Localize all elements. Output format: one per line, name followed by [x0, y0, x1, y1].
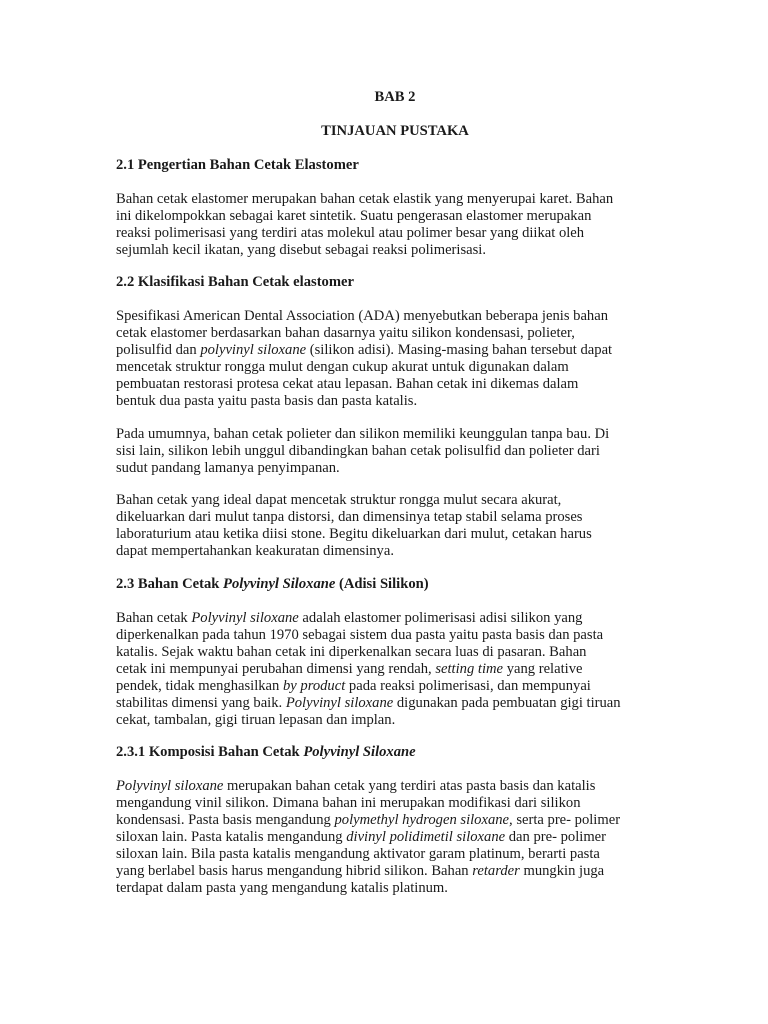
- text-line: Bahan cetak Polyvinyl siloxane adalah elastomer polimerisasi adisi silikon yang: [116, 610, 583, 626]
- italic-term: divinyl polidimetil siloxane: [346, 829, 506, 845]
- text-line: stabilitas dimensi yang baik. Polyvinyl siloxane digunakan pada pembuatan gigi tiruan: [116, 695, 621, 711]
- italic-term: retarder: [472, 863, 520, 879]
- text-line: dikeluarkan dari mulut tanpa distorsi, dan dimensinya tetap stabil selama proses: [116, 509, 583, 525]
- text-line: reaksi polimerisasi yang terdiri atas molekul atau polimer besar yang diikat oleh: [116, 225, 585, 241]
- section-heading-2-1: 2.1 Pengertian Bahan Cetak Elastomer: [116, 157, 359, 173]
- text-line: cekat, tambalan, gigi tiruan lepasan dan implan.: [116, 712, 396, 728]
- text-line: sejumlah kecil ikatan, yang disebut sebagai reaksi polimerisasi.: [116, 242, 487, 258]
- paragraph: [116, 191, 656, 259]
- text-line: mencetak struktur rongga mulut dengan cukup akurat untuk digunakan dalam: [116, 359, 569, 375]
- chapter-number: BAB 2: [374, 89, 416, 105]
- text-line: terdapat dalam pasta yang mengandung katalis platinum.: [116, 880, 448, 896]
- text-line: Spesifikasi American Dental Association (ADA) menyebutkan beberapa jenis bahan: [116, 308, 608, 324]
- text-line: laboraturium atau ketika diisi stone. Begitu dikeluarkan dari mulut, cetakan harus: [116, 526, 592, 542]
- text-line: yang berlabel basis harus mengandung hibrid silikon. Bahan retarder mungkin juga: [116, 863, 605, 879]
- italic-term: Polyvinyl Siloxane: [303, 744, 416, 760]
- text-line: pembuatan restorasi protesa cekat atau lepasan. Bahan cetak ini dikemas dalam: [116, 376, 579, 392]
- section-heading-2-3: 2.3 Bahan Cetak Polyvinyl Siloxane (Adisi Silikon): [116, 576, 429, 592]
- text-line: dapat mempertahankan keakuratan dimensinya.: [116, 543, 394, 559]
- text-line: sisi lain, silikon lebih unggul dibandingkan bahan cetak polisulfid dan polieter dari: [116, 443, 600, 459]
- paragraph: [116, 492, 656, 560]
- text-line: polisulfid dan polyvinyl siloxane (silikon adisi). Masing-masing bahan tersebut dapat: [116, 342, 613, 358]
- text-line: mengandung vinil silikon. Dimana bahan ini merupakan modifikasi dari silikon: [116, 795, 581, 811]
- text-line: Bahan cetak elastomer merupakan bahan cetak elastik yang menyerupai karet. Bahan: [116, 191, 614, 207]
- text-line: Bahan cetak yang ideal dapat mencetak struktur rongga mulut secara akurat,: [116, 492, 562, 508]
- italic-term: Polyvinyl siloxane: [116, 778, 224, 794]
- text-line: Polyvinyl siloxane merupakan bahan cetak yang terdiri atas pasta basis dan katalis: [116, 778, 596, 794]
- italic-term: by product: [282, 678, 346, 694]
- text-line: bentuk dua pasta yaitu pasta basis dan pasta katalis.: [116, 393, 418, 409]
- text-line: katalis. Sejak waktu bahan cetak ini diperkenalkan secara luas di pasaran. Bahan: [116, 644, 587, 660]
- italic-term: Polyvinyl Siloxane: [223, 576, 336, 592]
- italic-term: Polyvinyl siloxane: [285, 695, 394, 711]
- text-line: Pada umumnya, bahan cetak polieter dan silikon memiliki keunggulan tanpa bau. Di: [116, 426, 610, 442]
- chapter-title: TINJAUAN PUSTAKA: [321, 123, 469, 139]
- text-line: kondensasi. Pasta basis mengandung polymethyl hydrogen siloxane, serta pre- polimer: [116, 812, 621, 828]
- text-line: sudut pandang lamanya penyimpanan.: [116, 460, 340, 476]
- paragraph: [116, 426, 656, 477]
- text-line: diperkenalkan pada tahun 1970 sebagai sistem dua pasta yaitu pasta basis dan pasta: [116, 627, 604, 643]
- text-line: pendek, tidak menghasilkan by product pada reaksi polimerisasi, dan mempunyai: [116, 678, 591, 694]
- section-heading-2-3-1: 2.3.1 Komposisi Bahan Cetak Polyvinyl Siloxane: [116, 744, 416, 760]
- italic-term: polyvinyl siloxane: [200, 342, 307, 358]
- italic-term: polymethyl hydrogen siloxane,: [334, 812, 513, 828]
- paragraph: [116, 308, 656, 410]
- paragraph: [116, 778, 656, 897]
- text-line: siloxan lain. Pasta katalis mengandung divinyl polidimetil siloxane dan pre- polimer: [116, 829, 607, 845]
- italic-term: Polyvinyl siloxane: [191, 610, 299, 626]
- text-line: cetak elastomer berdasarkan bahan dasarnya yaitu silikon kondensasi, polieter,: [116, 325, 575, 341]
- text-line: cetak ini mempunyai perubahan dimensi yang rendah, setting time yang relative: [116, 661, 583, 677]
- italic-term: setting time: [435, 661, 504, 677]
- text-line: siloxan lain. Bila pasta katalis mengandung aktivator garam platinum, berarti pasta: [116, 846, 600, 862]
- text-line: ini dikelompokkan sebagai karet sintetik. Suatu pengerasan elastomer merupakan: [116, 208, 592, 224]
- paragraph: [116, 610, 656, 729]
- section-heading-2-2: 2.2 Klasifikasi Bahan Cetak elastomer: [116, 274, 354, 290]
